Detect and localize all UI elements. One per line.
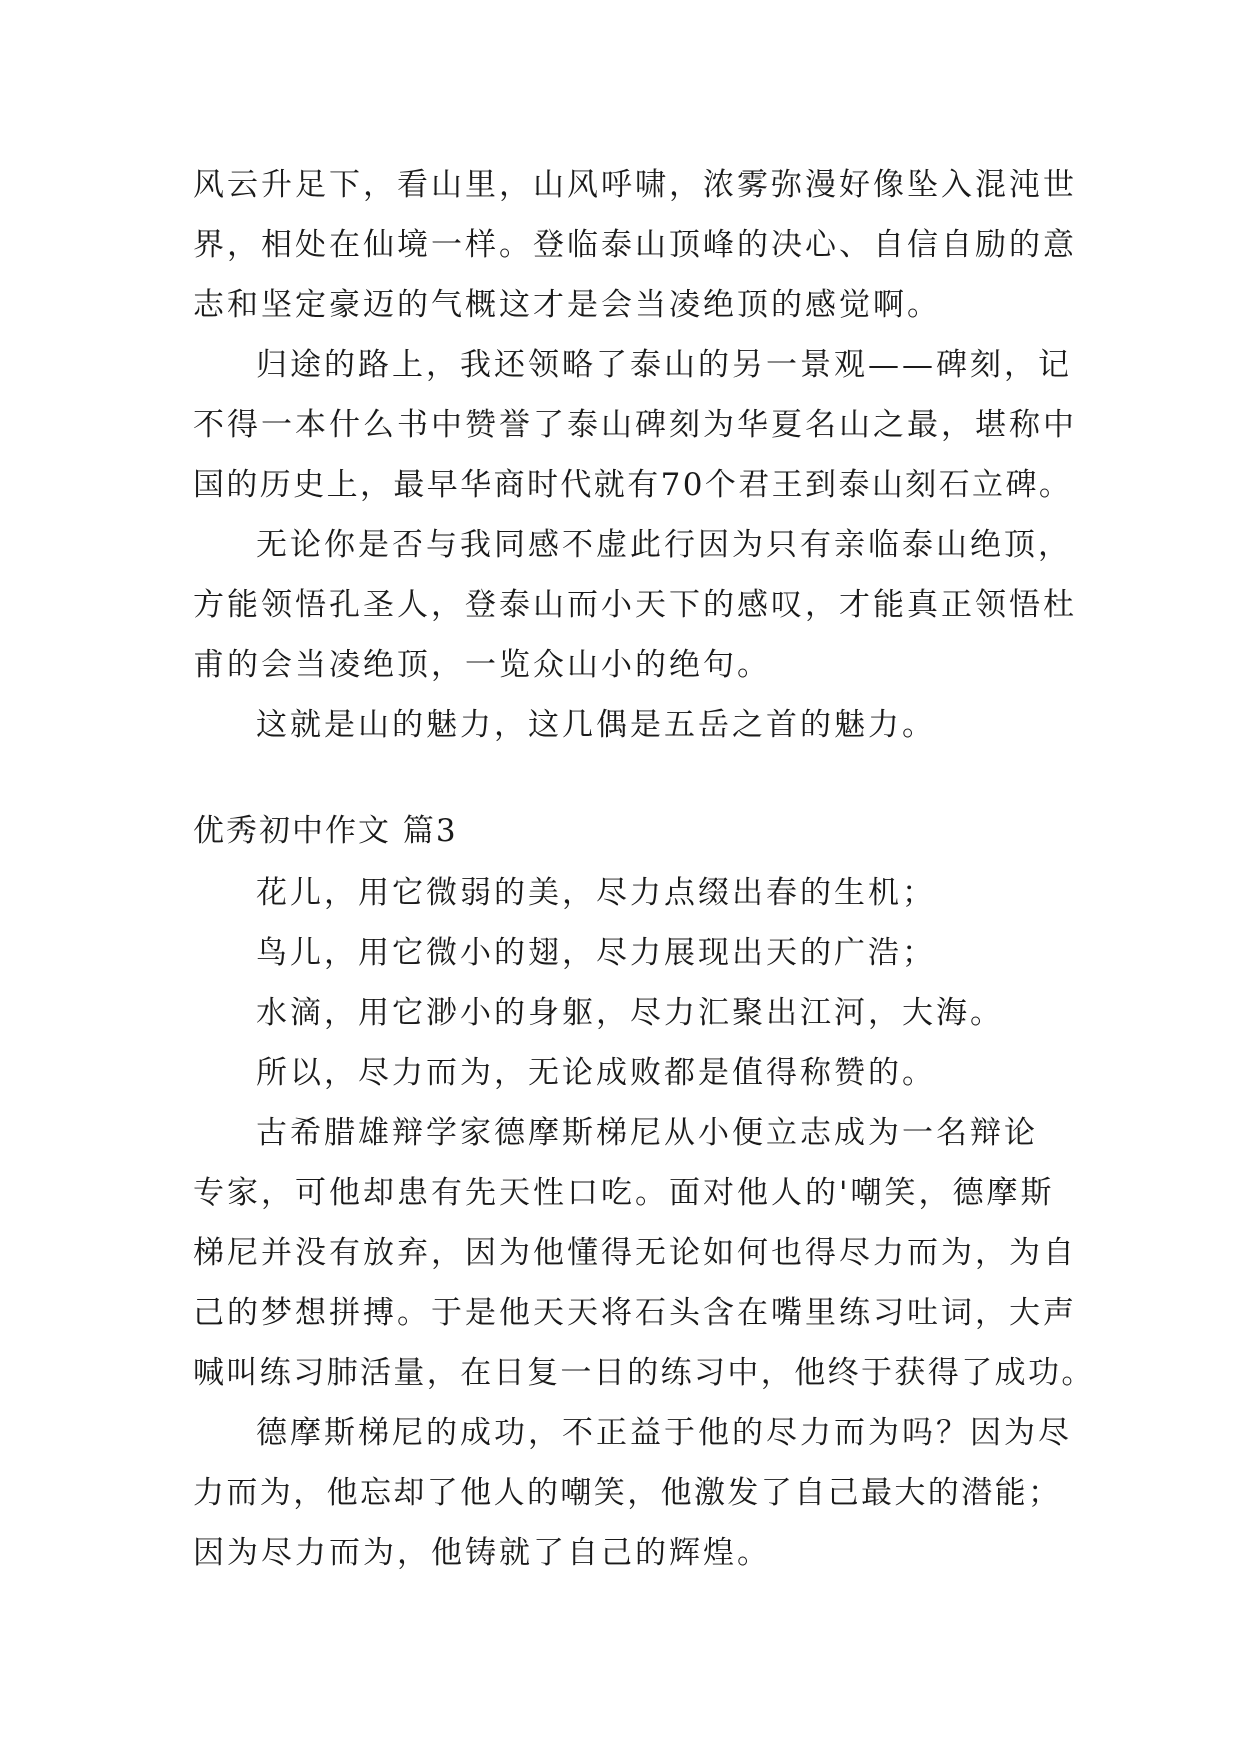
paragraph-line: 方能领悟孔圣人，登泰山而小天下的感叹，才能真正领悟杜 — [193, 587, 1077, 623]
paragraph-line: 古希腊雄辩学家德摩斯梯尼从小便立志成为一名辩论 — [256, 1115, 1038, 1151]
paragraph-line: 喊叫练习肺活量，在日复一日的练习中，他终于获得了成功。 — [193, 1355, 1095, 1391]
paragraph-line: 水滴，用它渺小的身躯，尽力汇聚出江河，大海。 — [256, 995, 1004, 1031]
paragraph-line: 无论你是否与我同感不虚此行因为只有亲临泰山绝顶， — [256, 527, 1072, 563]
paragraph-line: 甫的会当凌绝顶，一览众山小的绝句。 — [193, 647, 771, 683]
paragraph-line: 力而为，他忘却了他人的嘲笑，他激发了自己最大的潜能； — [193, 1475, 1062, 1511]
paragraph-line: 风云升足下，看山里，山风呼啸，浓雾弥漫好像坠入混沌世 — [193, 167, 1077, 203]
paragraph-line: 国的历史上，最早华商时代就有70个君王到泰山刻石立碑。 — [193, 467, 1073, 503]
paragraph-line: 德摩斯梯尼的成功，不正益于他的尽力而为吗？因为尽 — [256, 1415, 1072, 1451]
paragraph-line: 己的梦想拼搏。于是他天天将石头含在嘴里练习吐词，大声 — [193, 1295, 1077, 1331]
paragraph-line: 鸟儿，用它微小的翅，尽力展现出天的广浩； — [256, 935, 936, 971]
paragraph-line: 花儿，用它微弱的美，尽力点缀出春的生机； — [256, 875, 936, 911]
paragraph-line: 志和坚定豪迈的气概这才是会当凌绝顶的感觉啊。 — [193, 287, 941, 323]
paragraph-line: 这就是山的魅力，这几偶是五岳之首的魅力。 — [256, 707, 936, 743]
paragraph-line: 梯尼并没有放弃，因为他懂得无论如何也得尽力而为，为自 — [193, 1235, 1077, 1271]
paragraph-line: 归途的路上，我还领略了泰山的另一景观——碑刻，记 — [256, 347, 1072, 383]
paragraph-line: 所以，尽力而为，无论成败都是值得称赞的。 — [256, 1055, 936, 1091]
paragraph-line: 专家，可他却患有先天性口吃。面对他人的'嘲笑，德摩斯 — [193, 1175, 1055, 1211]
paragraph-line: 界，相处在仙境一样。登临泰山顶峰的决心、自信自励的意 — [193, 227, 1077, 263]
section-heading: 优秀初中作文 篇3 — [193, 813, 458, 849]
paragraph-line: 因为尽力而为，他铸就了自己的辉煌。 — [193, 1535, 771, 1571]
paragraph-line: 不得一本什么书中赞誉了泰山碑刻为华夏名山之最，堪称中 — [193, 407, 1077, 443]
